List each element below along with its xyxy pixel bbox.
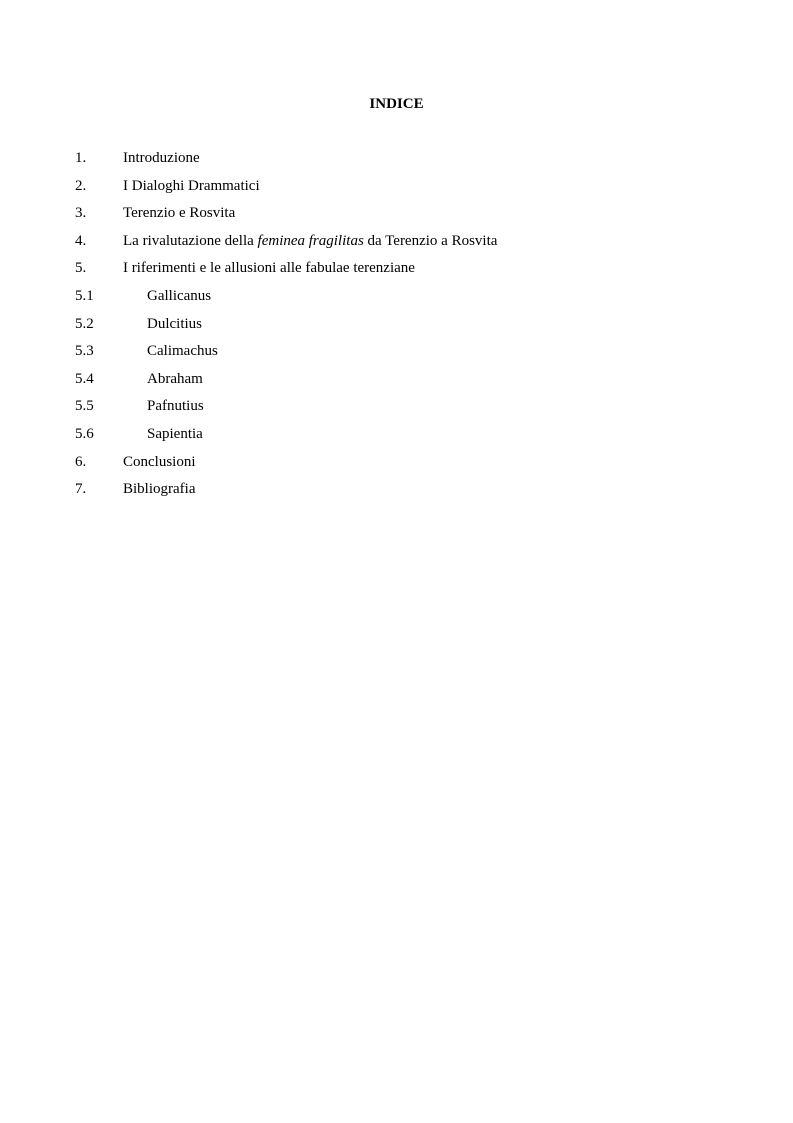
toc-label: I Dialoghi Drammatici	[123, 177, 260, 194]
toc-label: Terenzio e Rosvita	[123, 205, 236, 222]
toc-entry-5-3	[75, 341, 755, 369]
toc-label: Gallicanus	[147, 287, 212, 304]
toc-number: 2.	[75, 177, 87, 194]
toc-label	[123, 231, 497, 251]
toc-number: 7.	[75, 481, 87, 498]
toc-label: Introduzione	[123, 150, 200, 166]
toc-label: Conclusioni	[123, 453, 196, 470]
toc-number: 5.6	[75, 425, 94, 442]
toc-label-before: La rivalutazione della	[123, 232, 258, 249]
toc-label: Sapientia	[147, 425, 203, 442]
toc-label: Abraham	[147, 370, 203, 387]
toc-entry-5-2	[75, 314, 755, 342]
toc-label-italic: feminea fragilitas	[257, 232, 364, 249]
page-title: INDICE	[369, 96, 424, 112]
toc-entry-4	[75, 231, 755, 259]
toc-number: 5.1	[75, 287, 94, 304]
table-of-contents	[75, 148, 755, 507]
toc-entry-7	[75, 479, 755, 507]
toc-number: 5.4	[75, 370, 94, 387]
toc-entry-2	[75, 176, 755, 204]
toc-number: 5.2	[75, 315, 94, 332]
toc-entry-5-5	[75, 396, 755, 424]
toc-label: I riferimenti e le allusioni alle fabulae terenziane	[123, 260, 415, 277]
toc-entry-1	[75, 148, 755, 176]
toc-entry-3	[75, 203, 755, 231]
toc-label: Dulcitius	[147, 315, 202, 332]
toc-label: Calimachus	[147, 343, 218, 360]
toc-entry-6	[75, 452, 755, 480]
toc-number: 6.	[75, 453, 87, 470]
toc-entry-5-1	[75, 286, 755, 314]
toc-label: Bibliografia	[123, 481, 196, 498]
toc-number: 5.	[75, 260, 87, 277]
toc-number: 4.	[75, 232, 87, 249]
toc-label-after: da Terenzio a Rosvita	[363, 232, 498, 249]
toc-entry-5-4	[75, 369, 755, 397]
toc-entry-5	[75, 258, 755, 286]
toc-number: 1.	[75, 150, 87, 166]
toc-number: 5.3	[75, 343, 94, 360]
toc-number: 3.	[75, 205, 87, 222]
toc-number: 5.5	[75, 398, 94, 415]
toc-entry-5-6	[75, 424, 755, 452]
toc-label: Pafnutius	[147, 398, 204, 415]
